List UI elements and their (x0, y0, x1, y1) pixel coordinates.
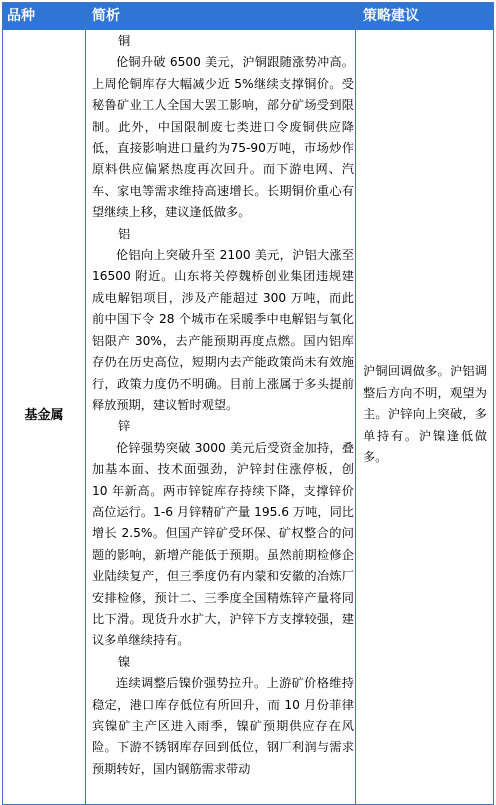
section-title: 锌 (118, 419, 131, 434)
analysis-cell (92, 31, 354, 780)
section-zinc (92, 416, 354, 651)
header-analysis: 简析 (92, 8, 120, 24)
section-aluminum (92, 224, 354, 417)
column-divider (355, 3, 356, 804)
section-copper (92, 31, 354, 224)
header-category: 品种 (7, 8, 35, 24)
section-nickel (92, 652, 354, 780)
category-label: 基金属 (24, 408, 64, 423)
strategy-table (2, 2, 494, 805)
section-title: 铝 (118, 226, 131, 241)
section-title: 镍 (118, 654, 131, 669)
header-strategy: 策略建议 (363, 8, 419, 24)
category-cell (3, 30, 85, 804)
section-text: 连续调整后镍价强势拉升。上游矿价格维持稳定，港口库存低位有所回升，而 10 月份菲律宾镍矿主产区进入雨季，镍矿预期供应存在风险。下游不锈钢库存回到低位，钢厂利润与需求预期转好，国内钢筋需求带动 (92, 676, 354, 776)
strategy-cell: 沪铜回调做多。沪铝调整后方向不明，观望为主。沪锌向上突破，多单持有。沪镍逢低做多。 (363, 364, 487, 464)
section-title: 铜 (118, 34, 131, 48)
section-text: 伦锌强势突破 3000 美元后受资金加持，叠加基本面、技术面强劲，沪锌封住涨停板，创 10 年新高。两市锌锭库存持续下降，支撑锌价高位运行。1-6 月锌精矿产量 195.6 万吨，同比增长 2.5%。但国产锌矿受环保、矿权整合的问题的影响，新增产能低于预期。虽然前期检修企业陆续复产，但三季度仍有内蒙和安徽的冶炼厂安排检修，预计二、三季度全国精炼锌产量将同比下滑。现货升水扩大，沪锌下方支撑较强，建议多单继续持有。 (92, 440, 354, 648)
section-text: 伦铜升破 6500 美元，沪铜跟随涨势冲高。上周伦铜库存大幅减少近 5%继续支撑铜价。受秘鲁矿业工人全国大罢工影响，部分矿场受到限制。此外，中国限制废七类进口令废铜供应降低，直接影响进口量约为75-90万吨，市场炒作原料供应偏紧热度再次回升。而下游电网、汽车、家电等需求维持高速增长。长期铜价重心有望继续上移，建议逢低做多。 (92, 55, 354, 220)
section-text: 伦铝向上突破升至 2100 美元，沪铝大涨至 16500 附近。山东将关停魏桥创业集团违规建成电解铝项目，涉及产能超过 300 万吨，而此前中国下令 28 个城市在采暖季中电解铝与氧化铝限产 30%，去产能预期再度点燃。国内铝库存仍在历史高位，短期内去产能政策尚未有效施行，政策力度仍不明确。目前上涨属于多头提前释放预期，建议暂时观望。 (92, 248, 354, 412)
table-header (3, 3, 493, 30)
column-divider (85, 3, 86, 804)
